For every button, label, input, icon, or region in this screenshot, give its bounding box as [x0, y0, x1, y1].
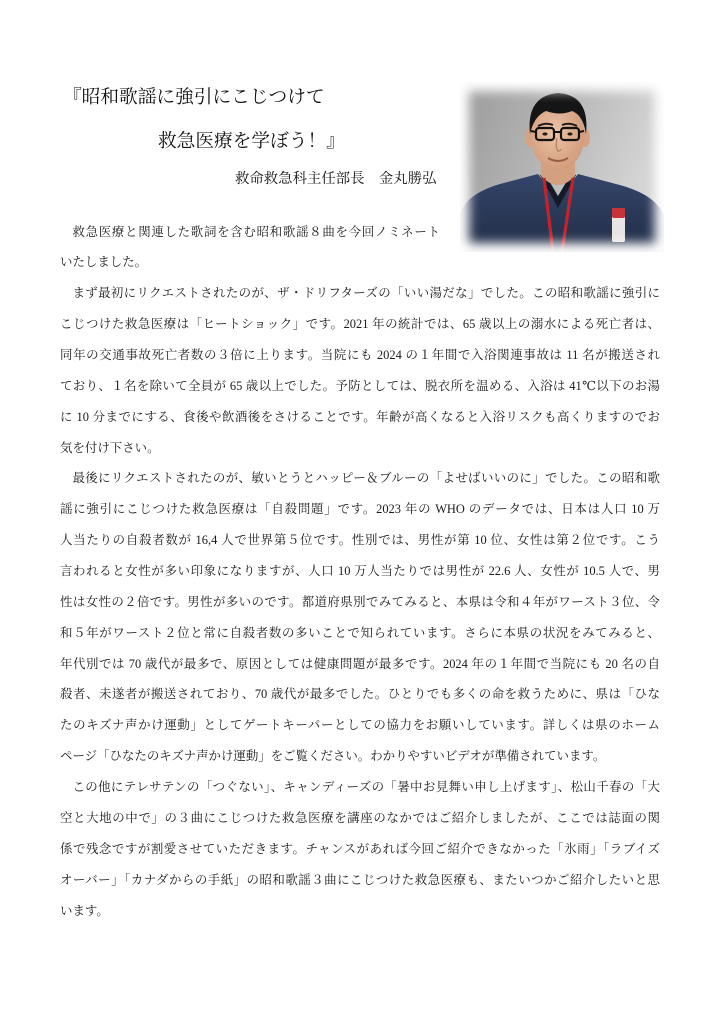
paragraph-line: に 10 分までにする、食後や飲酒後をさけることです。年齢が高くなると入浴リスクも高くりますのでお [60, 409, 660, 424]
paragraph-line: まず最初にリクエストされたのが、ザ・ドリフターズの「いい湯だな」でした。この昭和歌謡に強引に [72, 286, 660, 301]
paragraph-line: こじつけた救急医療は「ヒートショック」です。2021 年の統計では、65 歳以上の溺水による死亡者は、 [60, 317, 660, 332]
paragraph-line: 救急医療と関連した歌詞を含む昭和歌謡８曲を今回ノミネート [72, 224, 440, 239]
body-paragraph [60, 217, 660, 279]
paragraph-line: 人当たりの自殺者数が 16,4 人で世界第５位です。性別では、男性が第 10 位、女性は第２位です。こう [60, 533, 660, 548]
paragraph-line: 同年の交通事故死亡者数の３倍に上ります。当院にも 2024 の１年間で入浴関連事故は 11 名が搬送され [60, 348, 660, 363]
paragraph-line: いたしました。 [60, 255, 148, 270]
paragraph-line: 和５年がワースト２位と常に自殺者数の多いことで知られています。さらに本県の状況をみてみると、 [60, 625, 660, 640]
author-byline: 救命救急科主任部長 金丸勝弘 [235, 171, 437, 187]
paragraph-line: 最後にリクエストされたのが、敏いとうとハッピー＆ブルーの「よせばいいのに」でした。この昭和歌 [72, 471, 660, 486]
paragraph-line: 気を付け下さい。 [60, 440, 160, 455]
paragraph-line: 空と大地の中で」の３曲にこじつけた救急医療を講座のなかではご紹介しましたが、ここでは誌面の関 [60, 810, 660, 825]
paragraph-line: オーバー」「カナダからの手紙」の昭和歌謡３曲にこじつけた救急医療も、またいつかご紹介したいと思 [60, 872, 660, 887]
paragraph-line: ており、１名を除いて全員が 65 歳以上でした。予防としては、脱衣所を温める、入浴は 41℃以下のお湯 [60, 378, 660, 393]
paragraph-line: ページ「ひなたのキズナ声かけ運動」をご覧ください。わかりやすいビデオが準備されています。 [60, 749, 606, 764]
paragraph-line: 謡に強引にこじつけた救急医療は「自殺問題」です。2023 年の WHO のデータでは、日本は人口 10 万 [60, 502, 660, 517]
title-line-2: 救急医療を学ぼう！』 [158, 131, 345, 152]
body-paragraph [60, 278, 660, 463]
paragraph-line: 性は女性の２倍です。男性が多いのです。都道府県別でみてみると、本県は令和４年がワースト３位、令 [60, 594, 660, 609]
body-paragraph [60, 463, 660, 772]
body-paragraph [60, 772, 660, 926]
paragraph-line: います。 [60, 903, 109, 918]
paragraph-line: 係で残念ですが割愛させていただきます。チャンスがあれば今回ご紹介できなかった「氷雨」「ラブイズ [60, 841, 660, 856]
article-body [60, 217, 660, 927]
paragraph-line: 殺者、未遂者が搬送されており、70 歳代が最多でした。ひとりでも多くの命を救うために、県は「ひな [60, 687, 660, 702]
paragraph-line: 言われると女性が多い印象になりますが、人口 10 万人当たりでは男性が 22.6 人、女性が 10.5 人で、男 [60, 564, 660, 579]
paragraph-line: この他にテレサテンの「つぐない」、キャンディーズの「暑中お見舞い申し上げます」、松山千春の「大 [72, 780, 660, 795]
title-line-1: 『昭和歌謡に強引にこじつけて [63, 87, 325, 108]
paragraph-line: 年代別では 70 歳代が最多で、原因としては健康問題が最多です。2024 年の１年間で当院にも 20 名の自 [60, 656, 660, 671]
paragraph-line: たのキズナ声かけ運動」としてゲートキーパーとしての協力をお願いしています。詳しくは県のホーム [60, 718, 660, 733]
